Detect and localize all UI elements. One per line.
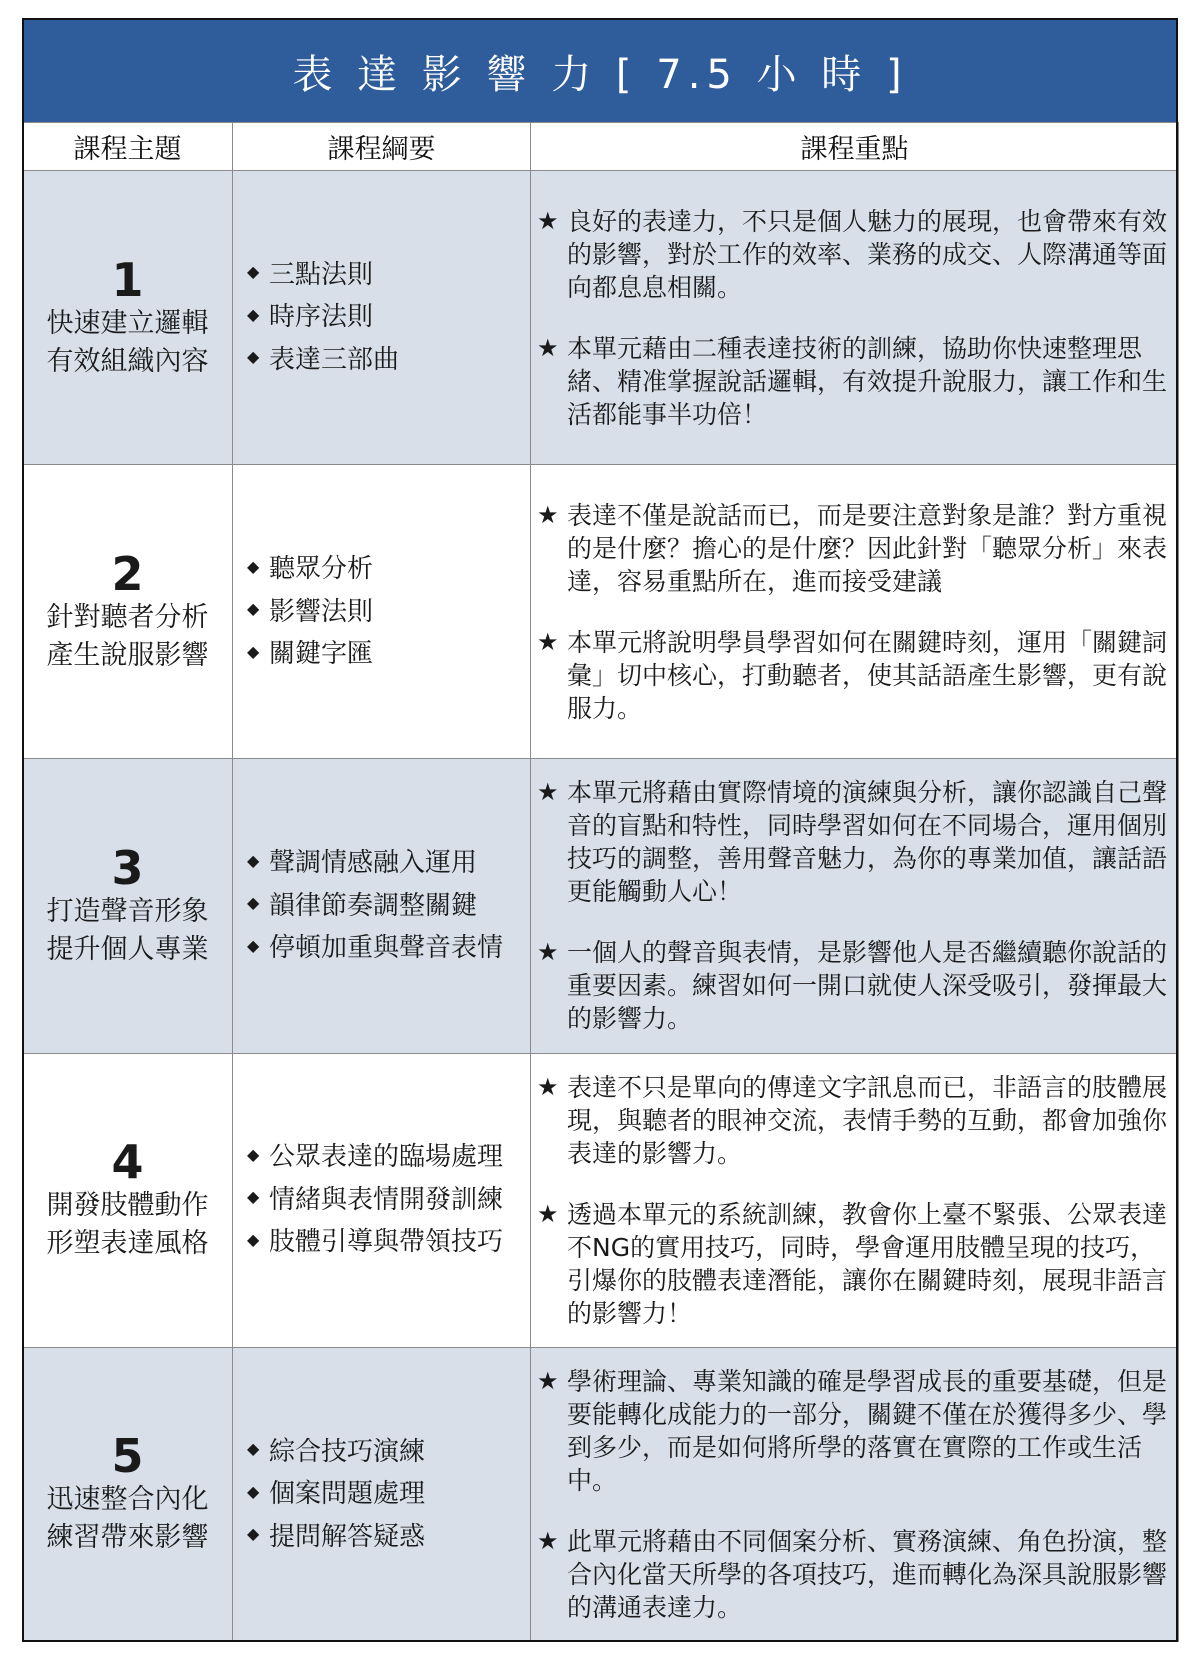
key-point-text: 本單元將說明學員學習如何在關鍵時刻，運用「關鍵詞彙」切中核心，打動聽者，使其話語產生影響，更有說服力。 (567, 627, 1168, 723)
diamond-bullet-icon: ◆ (247, 556, 260, 576)
outline-item-label: 聲調情感融入運用 (269, 848, 478, 879)
diamond-bullet-icon: ◆ (247, 850, 260, 870)
outline-item-label: 三點法則 (269, 259, 374, 290)
diamond-bullet-icon: ◆ (247, 641, 260, 661)
diamond-bullet-icon: ◆ (247, 935, 260, 955)
topic-line: 產生說服影響 (46, 639, 209, 671)
key-point-text: 本單元將藉由實際情境的演練與分析，讓你認識自己聲音的盲點和特性，同時學習如何在不同場合，運用個別技巧的調整，善用聲音魅力，為你的專業加值，讓話語更能觸動人心！ (567, 778, 1168, 907)
diamond-bullet-icon: ◆ (247, 262, 260, 282)
star-icon: ★ (537, 1199, 559, 1228)
star-icon: ★ (537, 206, 559, 235)
header-outline: 課程綱要 (233, 123, 531, 171)
header-key-points: 課程重點 (531, 123, 1179, 171)
outline-item-label: 綜合技巧演練 (269, 1436, 426, 1467)
table-frame (22, 18, 1178, 1642)
diamond-bullet-icon: ◆ (247, 347, 260, 367)
topic-line: 迅速整合內化 (46, 1484, 209, 1516)
key-point-text: 表達不只是單向的傳達文字訊息而已，非語言的肢體展現，與聽者的眼神交流，表情手勢的互動，都會加強你表達的影響力。 (567, 1072, 1168, 1168)
outline-item-label: 時序法則 (269, 302, 374, 333)
unit-number: 5 (111, 1429, 144, 1484)
outline-item-label: 提問解答疑惑 (269, 1521, 426, 1552)
unit-number: 2 (111, 546, 144, 601)
diamond-bullet-icon: ◆ (247, 1187, 260, 1207)
outline-item-label: 韻律節奏調整關鍵 (269, 890, 478, 921)
diamond-bullet-icon: ◆ (247, 599, 260, 619)
topic-line: 練習帶來影響 (46, 1522, 209, 1554)
key-point-text: 學術理論、專業知識的確是學習成長的重要基礎，但是要能轉化成能力的一部分，關鍵不僅在於獲得多少、學到多少，而是如何將所學的落實在實際的工作或生活中。 (567, 1366, 1168, 1495)
header-topic: 課程主題 (23, 123, 233, 171)
key-point-text: 透過本單元的系統訓練，教會你上臺不緊張、公眾表達不NG的實用技巧，同時，學會運用肢體呈現的技巧，引爆你的肢體表達潛能，讓你在關鍵時刻，展現非語言的影響力！ (567, 1199, 1168, 1328)
topic-line: 提升個人專業 (46, 933, 209, 965)
outline-item-label: 表達三部曲 (269, 344, 400, 375)
star-icon: ★ (537, 938, 559, 967)
star-icon: ★ (537, 1526, 559, 1555)
diamond-bullet-icon: ◆ (247, 1439, 260, 1459)
key-point-text: 一個人的聲音與表情，是影響他人是否繼續聽你說話的重要因素。練習如何一開口就使人深受吸引，發揮最大的影響力。 (567, 938, 1168, 1034)
diamond-bullet-icon: ◆ (247, 1229, 260, 1249)
star-icon: ★ (537, 1072, 559, 1101)
topic-line: 針對聽者分析 (46, 601, 209, 633)
outline-item-label: 聽眾分析 (269, 554, 374, 585)
topic-line: 有效組織內容 (46, 345, 209, 377)
outline-item-label: 個案問題處理 (269, 1479, 426, 1510)
key-point-text: 表達不僅是說話而已，而是要注意對象是誰？對方重視的是什麼？擔心的是什麼？因此針對「聽眾分析」來表達，容易重點所在，進而接受建議 (567, 500, 1168, 596)
unit-number: 1 (111, 252, 144, 307)
star-icon: ★ (537, 1366, 559, 1395)
diamond-bullet-icon: ◆ (247, 1144, 260, 1164)
outline-item-label: 影響法則 (269, 596, 374, 627)
key-point-text: 良好的表達力，不只是個人魅力的展現，也會帶來有效的影響，對於工作的效率、業務的成交、人際溝通等面向都息息相關。 (567, 206, 1168, 302)
topic-line: 開發肢體動作 (46, 1190, 209, 1222)
diamond-bullet-icon: ◆ (247, 1524, 260, 1544)
outline-item-label: 關鍵字匯 (269, 639, 374, 670)
star-icon: ★ (537, 500, 559, 529)
page-title: 表 達 影 響 力 [ 7.5 小 時 ] (22, 18, 1178, 122)
outline-item-label: 肢體引導與帶領技巧 (269, 1227, 504, 1258)
diamond-bullet-icon: ◆ (247, 893, 260, 913)
diamond-bullet-icon: ◆ (247, 304, 260, 324)
star-icon: ★ (537, 627, 559, 656)
diamond-bullet-icon: ◆ (247, 1481, 260, 1501)
topic-line: 打造聲音形象 (46, 895, 209, 927)
outline-item-label: 情緒與表情開發訓練 (269, 1184, 504, 1215)
outline-item-label: 停頓加重與聲音表情 (269, 933, 504, 964)
topic-line: 快速建立邏輯 (46, 307, 209, 339)
key-point-text: 此單元將藉由不同個案分析、實務演練、角色扮演，整合內化當天所學的各項技巧，進而轉化為深具說服影響的溝通表達力。 (567, 1526, 1168, 1622)
key-point-text: 本單元藉由二種表達技術的訓練，協助你快速整理思緒、精准掌握說話邏輯，有效提升說服力，讓工作和生活都能事半功倍！ (567, 333, 1168, 429)
outline-item-label: 公眾表達的臨場處理 (269, 1142, 504, 1173)
star-icon: ★ (537, 333, 559, 362)
unit-number: 4 (111, 1135, 144, 1190)
star-icon: ★ (537, 778, 559, 807)
topic-line: 形塑表達風格 (46, 1228, 209, 1260)
unit-number: 3 (111, 840, 144, 895)
